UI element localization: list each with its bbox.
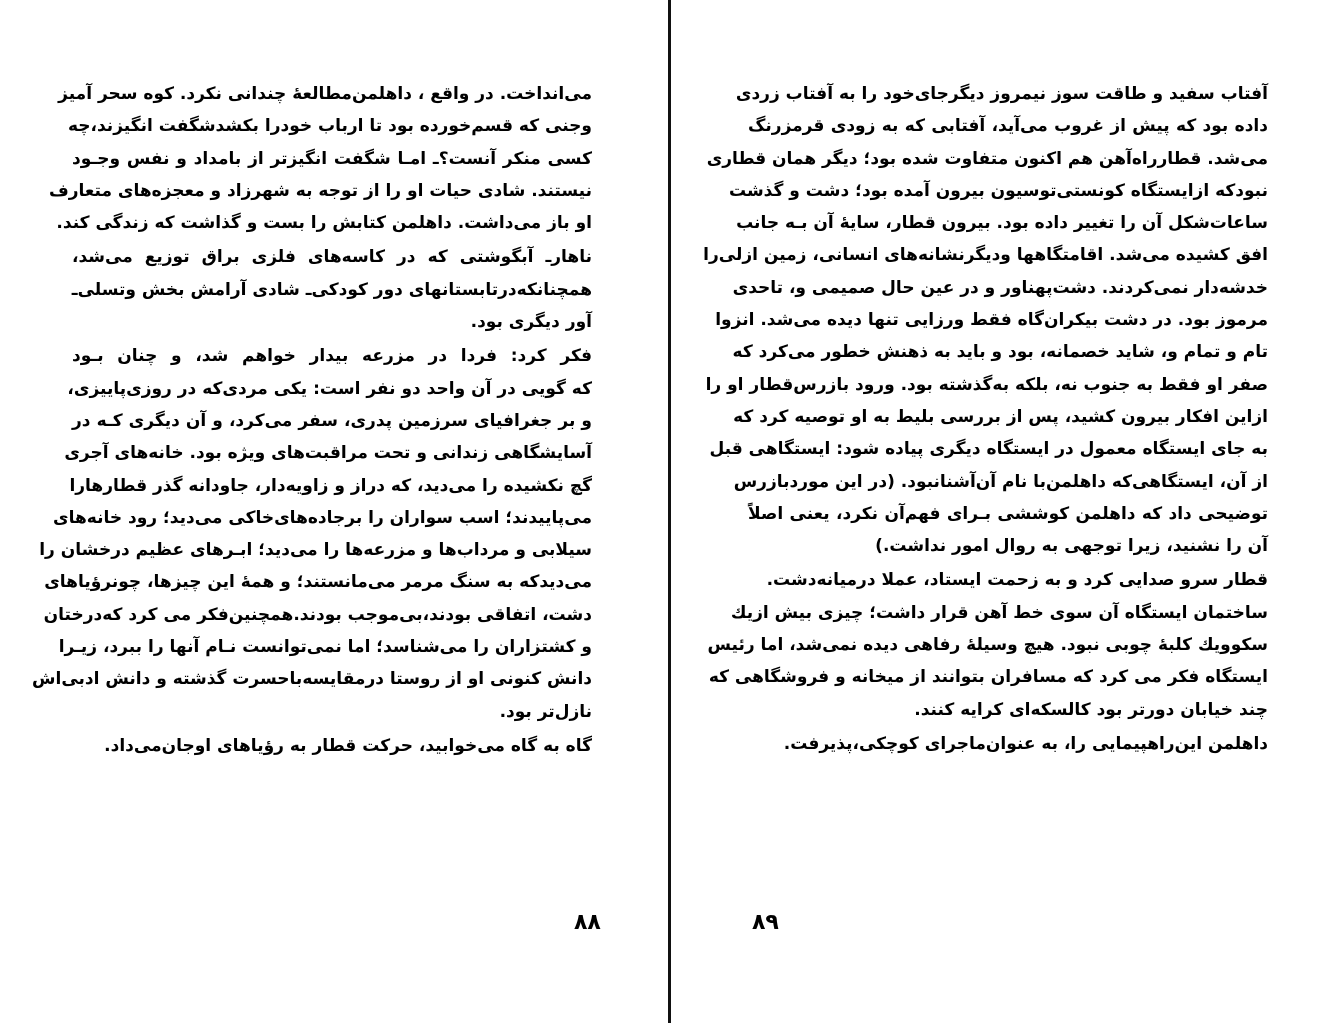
text-line: و بر جغرافیای سرزمین پدری، سفر می‌کرد، و آن دیگری کـه در bbox=[72, 410, 592, 431]
text-line: مرموز بود. در دشت بیکران‌گاه فقط ورزایی تنها دیده می‌شد. انزوا bbox=[715, 310, 1268, 331]
text-line: و کشتزاران را می‌شناسد؛ اما نمی‌توانست نـام آنها را ببرد، زیـرا bbox=[58, 637, 592, 658]
right-page-number: ۸۹ bbox=[752, 910, 779, 935]
text-line: تام و تمام و، شاید خصمانه، بود و باید به ذهنش خطور می‌کرد که bbox=[732, 342, 1268, 363]
text-line: ساعات‌شکل آن را تغییر داده بود. بیرون قطار، سایهٔ آن بـه جانب bbox=[736, 213, 1268, 234]
text-line: ایستگاه فکر می کرد که مسافران بتوانند از میخانه و فروشگاهی که bbox=[708, 667, 1268, 688]
left-page-number: ۸۸ bbox=[574, 910, 601, 935]
text-line: که گویی در آن واحد دو نفر است: یکی مردی‌که در روزی‌پاییزی، bbox=[67, 378, 592, 399]
text-line: می‌دیدکه به سنگ مرمر می‌مانستند؛ و همهٔ این چیزها، چونرؤیاهای bbox=[44, 572, 592, 593]
text-line: می‌شد. قطارراه‌آهن هم اکنون متفاوت شده بود؛ دیگر همان قطاری bbox=[706, 148, 1268, 169]
text-line: می‌پاییدند؛ اسب سواران را برجاده‌های‌خاکی می‌دید؛ رود خانه‌های bbox=[53, 507, 592, 528]
text-line: خدشه‌دار نمی‌کردند. دشت‌پهناور و در عین حال صمیمی و، تاحدی bbox=[732, 277, 1268, 298]
text-line: فکر کرد: فردا در مزرعه بیدار خواهم شد، و چنان بـود bbox=[72, 346, 592, 367]
text-line: آفتاب سفید و طاقت سوز نیمروز دیگرجای‌خود را به آفتاب زردی bbox=[735, 84, 1268, 104]
text-line: او باز می‌داشت. داهلمن کتابش را بست و گذاشت که زندگی کند. bbox=[56, 213, 592, 234]
text-line: نیستند. شادی حیات او را از توجه به شهرزاد و معجزه‌های متعارف bbox=[49, 180, 592, 201]
text-line: آسایشگاهی زندانی و تحت مراقبت‌های ویژه بود. خانه‌های آجری bbox=[64, 443, 592, 464]
text-line: قطار سرو صدایی کرد و به زحمت ایستاد، عملا درمیانه‌دشت. bbox=[766, 570, 1268, 591]
text-line: می‌انداخت. در واقع ، داهلمن‌مطالعهٔ چندانی نکرد. کوه سحر آمیز bbox=[58, 84, 592, 104]
right-page-text bbox=[703, 78, 1268, 760]
text-line: افق کشیده می‌شد. اقامتگاهها ودیگرنشانه‌های انسانی، زمین ازلی‌را bbox=[703, 245, 1268, 266]
text-line: نازل‌تر بود. bbox=[499, 701, 592, 722]
text-line: دانش کنونی او از روستا درمقایسه‌باحسرت گذشته و دانش ادبی‌اش bbox=[32, 669, 592, 690]
left-page-text bbox=[32, 78, 592, 762]
book-spine bbox=[668, 0, 671, 1023]
text-line: دشت، اتفاقی بودند،بی‌موجب بودند.همچنین‌فکر می کرد که‌درختان bbox=[43, 604, 592, 625]
text-line: ناهارـ آبگوشتی که در کاسه‌های فلزی براق توزیع می‌شد، bbox=[72, 247, 592, 268]
text-line: ازاین افکار بیرون کشید، پس از بررسی بلیط به او توصیه کرد که bbox=[733, 406, 1268, 427]
text-line: صفر او فقط به جنوب نه، بلکه به‌گذشته بود. ورود بازرس‌قطار او را bbox=[705, 374, 1268, 395]
text-line: به جای ایستگاه معمول در ایستگاه دیگری پیاده شود: ایستگاهی قبل bbox=[709, 439, 1268, 460]
text-line: سیلابی و مرداب‌ها و مزرعه‌ها را می‌دید؛ ابـرهای عظیم درخشان را bbox=[39, 540, 592, 561]
text-line: همچنانکه‌درتابستانهای دور کودکی‌ـ شادی آرامش بخش وتسلی‌ـ bbox=[71, 279, 592, 300]
text-line: داده بود که پیش از غروب می‌آید، آفتابی که به زودی قرمزرنگ bbox=[748, 116, 1268, 137]
text-line: آن را نشنید، زیرا توجهی به روال امور نداشت.) bbox=[875, 536, 1268, 557]
text-line: وجنی که قسم‌خورده بود تا ارباب خودرا بکشد‌شگفت انگیزند‌،چه bbox=[67, 116, 592, 137]
text-line: نبودکه ازایستگاه کونستی‌توسیون بیرون آمده بود؛ دشت و گذشت bbox=[728, 180, 1268, 201]
text-line: سکوویك کلبهٔ چوبی نبود. هیچ وسیلهٔ رفاهی دیده نمی‌شد، اما رئیس bbox=[707, 635, 1268, 656]
text-line: از آن، ایستگاهی‌که داهلمن‌با نام آن‌آشنانبود. (در این موردبازرس bbox=[733, 471, 1268, 492]
text-line: گاه به گاه می‌خوابید، حرکت قطار به رؤیاهای اوجان‌می‌داد. bbox=[104, 735, 592, 756]
text-line: آور دیگری بود. bbox=[470, 312, 592, 333]
text-line: توضیحی داد که داهلمن کوششی بـرای فهم‌آن نکرد، یعنی اصلاً bbox=[748, 503, 1268, 524]
text-line: چند خیابان دورتر بود کالسکه‌ای کرایه کنند. bbox=[914, 699, 1268, 720]
text-line: ساختمان ایستگاه آن سوی خط آهن قرار داشت؛ چیزی بیش ازیك bbox=[730, 602, 1268, 623]
text-line: کسی منکر آنست؟ـ امـا شگفت انگیزتر از بامداد و نفس وجـود bbox=[72, 148, 592, 169]
text-line: داهلمن این‌راهپیمایی را، به عنوان‌ماجرای کوچکی،پذیرفت. bbox=[783, 733, 1268, 754]
text-line: گچ نکشیده را می‌دید، که دراز و زاویه‌دار، جاودانه گذر قطارهارا bbox=[69, 475, 592, 496]
